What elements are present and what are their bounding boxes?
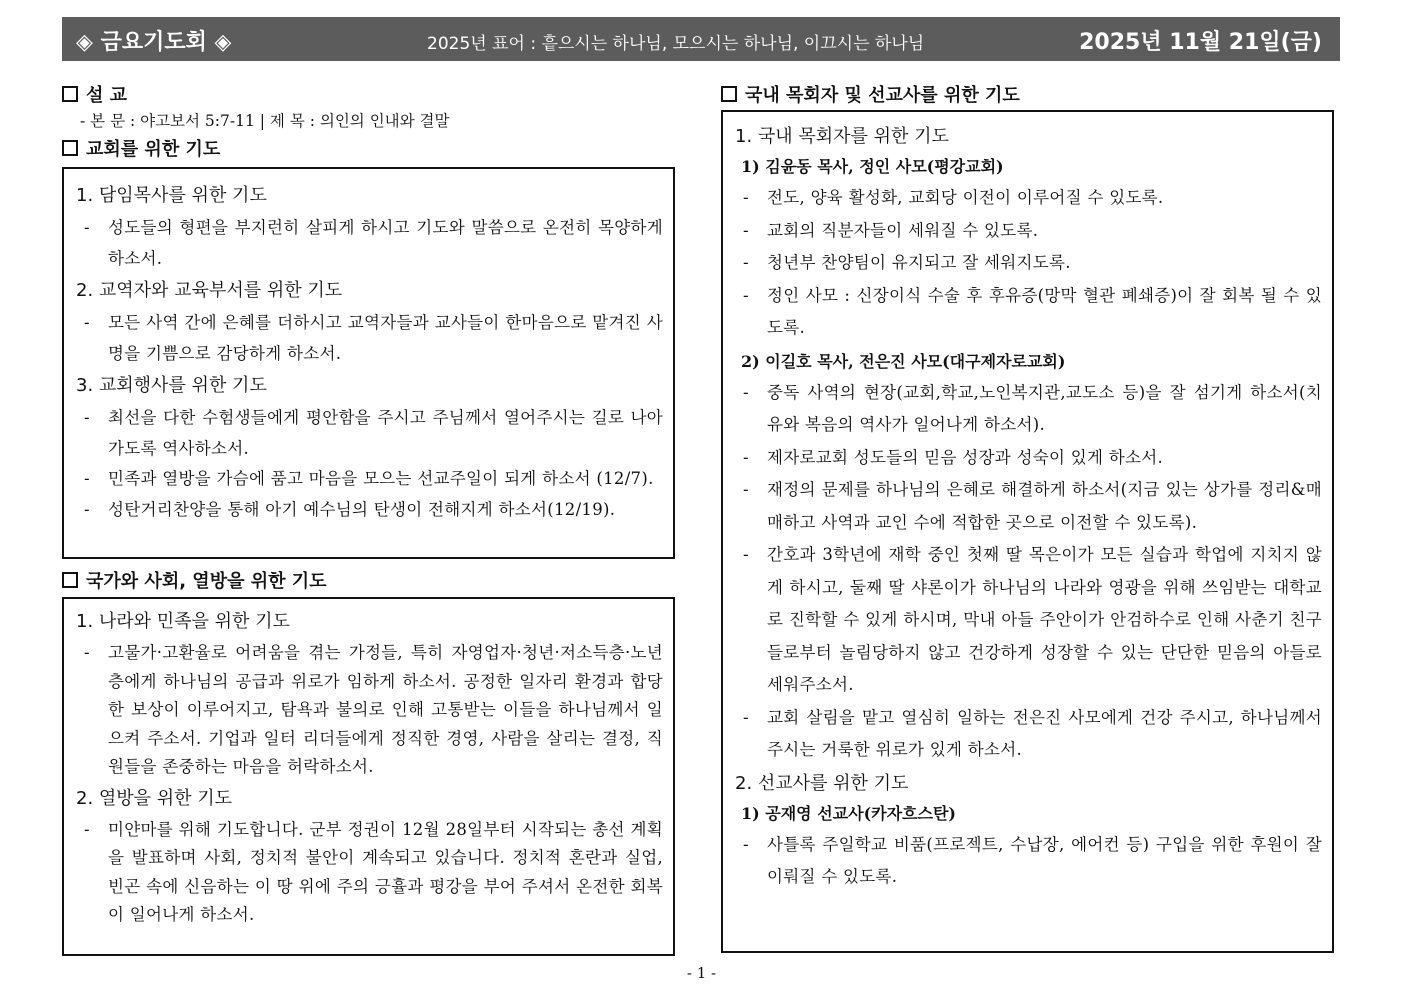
prayer-bullet: - 중독 사역의 현장(교회,학교,노인복지관,교도소 등)을 잘 섬기게 하소서(치유와 복음의 역사가 일어나게 하소서).: [733, 377, 1322, 442]
pastors-prayer-box: [721, 110, 1334, 953]
sermon-heading: [62, 84, 127, 108]
prayer-bullet: - 최선을 다한 수험생들에게 평안함을 주시고 주님께서 열어주시는 길로 나아가도록 역사하소서.: [74, 403, 663, 464]
prayer-bullet: - 교회 살림을 맡고 열심히 일하는 전은진 사모에게 건강 주시고, 하나님께서 주시는 거룩한 위로가 있게 하소서.: [733, 702, 1322, 767]
item-title: 3. 교회행사를 위한 기도: [76, 375, 267, 396]
prayer-bullet: - 전도, 양육 활성화, 교회당 이전이 이루어질 수 있도록.: [733, 182, 1322, 215]
page-number: - 1 -: [686, 964, 717, 982]
prayer-bullet: - 청년부 찬양팀이 유지되고 잘 세워지도록.: [733, 247, 1322, 280]
missionary-title: 1) 공재영 선교사(카자흐스탄): [741, 803, 957, 823]
header-motto: 2025년 표어 : 흩으시는 하나님, 모으시는 하나님, 이끄시는 하나님: [427, 34, 925, 54]
checkbox-icon: [62, 86, 78, 102]
pastors-heading-label: 국내 목회자 및 선교사를 위한 기도: [745, 85, 1020, 106]
checkbox-icon: [62, 140, 78, 156]
church-heading: [62, 138, 220, 162]
checkbox-icon: [62, 572, 78, 588]
header-date: 2025년 11월 21일(금): [1079, 30, 1322, 55]
prayer-bullet: - 제자로교회 성도들의 믿음 성장과 성숙이 있게 하소서.: [733, 442, 1322, 475]
nation-heading: [62, 570, 327, 594]
nation-prayer-box: [62, 597, 675, 956]
item-title: 1. 국내 목회자를 위한 기도: [735, 126, 949, 147]
header-title: ◈ 금요기도회 ◈: [76, 30, 232, 55]
item-title: 2. 교역자와 교육부서를 위한 기도: [76, 280, 343, 301]
item-title: 1. 담임목사를 위한 기도: [76, 185, 267, 206]
pastor-title: 1) 김윤동 목사, 정인 사모(평강교회): [741, 157, 1004, 176]
prayer-bullet: - 민족과 열방을 가슴에 품고 마음을 모으는 선교주일이 되게 하소서 (12/7).: [74, 464, 663, 495]
prayer-bullet: - 미얀마를 위해 기도합니다. 군부 정권이 12월 28일부터 시작되는 총선 계획을 발표하며 사회, 정치적 불안이 계속되고 있습니다. 정치적 혼란과 실업, 빈곤 속에 신음하는 이 땅 위에 주의 긍휼과 평강을 부어 주셔서 온전한 회복이 일어나게 하소서.: [74, 816, 663, 930]
item-title: 1. 나라와 민족을 위한 기도: [76, 611, 290, 632]
header-bar: [62, 17, 1340, 61]
prayer-bullet: - 간호과 3학년에 재학 중인 첫째 딸 목은이가 모든 실습과 학업에 지치지 않게 하시고, 둘째 딸 샤론이가 하나님의 나라와 영광을 위해 쓰임받는 대학교로 진학할 수 있게 하시며, 막내 아들 주안이가 안검하수로 인해 사춘기 친구들로부터 놀림당하지 않고 건강하게 성장할 수 있는 단단한 믿음의 아들로 세워주소서.: [733, 539, 1322, 702]
pastor-title: 2) 이길호 목사, 전은진 사모(대구제자로교회): [741, 351, 1066, 371]
item-title: 2. 열방을 위한 기도: [76, 787, 233, 809]
pastors-heading: [721, 84, 1020, 108]
checkbox-icon: [721, 86, 737, 102]
prayer-bullet: - 성탄거리찬양을 통해 아기 예수님의 탄생이 전해지게 하소서(12/19).: [74, 495, 663, 526]
prayer-bullet: - 재정의 문제를 하나님의 은혜로 해결하게 하소서(지금 있는 상가를 정리&매매하고 사역과 교인 수에 적합한 곳으로 이전할 수 있도록).: [733, 474, 1322, 539]
prayer-bullet: - 정인 사모 : 신장이식 수술 후 후유증(망막 혈관 폐쇄증)이 잘 회복 될 수 있도록.: [733, 280, 1322, 345]
prayer-bullet: - 사틀록 주일학교 비품(프로젝트, 수납장, 에어컨 등) 구입을 위한 후원이 잘 이뤄질 수 있도록.: [733, 829, 1322, 894]
nation-heading-label: 국가와 사회, 열방을 위한 기도: [86, 571, 327, 592]
prayer-bullet: - 교회의 직분자들이 세워질 수 있도록.: [733, 215, 1322, 248]
church-prayer-box: [62, 167, 675, 559]
sermon-heading-label: 설 교: [86, 85, 128, 106]
sermon-info: - 본 문 : 야고보서 5:7-11 | 제 목 : 의인의 인내와 결말: [80, 112, 450, 130]
prayer-bullet: - 모든 사역 간에 은혜를 더하시고 교역자들과 교사들이 한마음으로 맡겨진 사명을 기쁨으로 감당하게 하소서.: [74, 308, 663, 369]
church-heading-label: 교회를 위한 기도: [86, 139, 221, 160]
prayer-bullet: - 성도들의 형편을 부지런히 살피게 하시고 기도와 말씀으로 온전히 목양하게 하소서.: [74, 213, 663, 274]
prayer-bullet: - 고물가·고환율로 어려움을 겪는 가정들, 특히 자영업자·청년·저소득층·노년층에게 하나님의 공급과 위로가 임하게 하소서. 공정한 일자리 환경과 합당한 보상이 이루어지고, 탐욕과 불의로 인해 고통받는 이들을 하나님께서 일으켜 주소서. 기업과 일터 리더들에게 정직한 경영, 사람을 살리는 결정, 직원들을 존중하는 마음을 허락하소서.: [74, 639, 663, 782]
item-title: 2. 선교사를 위한 기도: [735, 772, 909, 794]
